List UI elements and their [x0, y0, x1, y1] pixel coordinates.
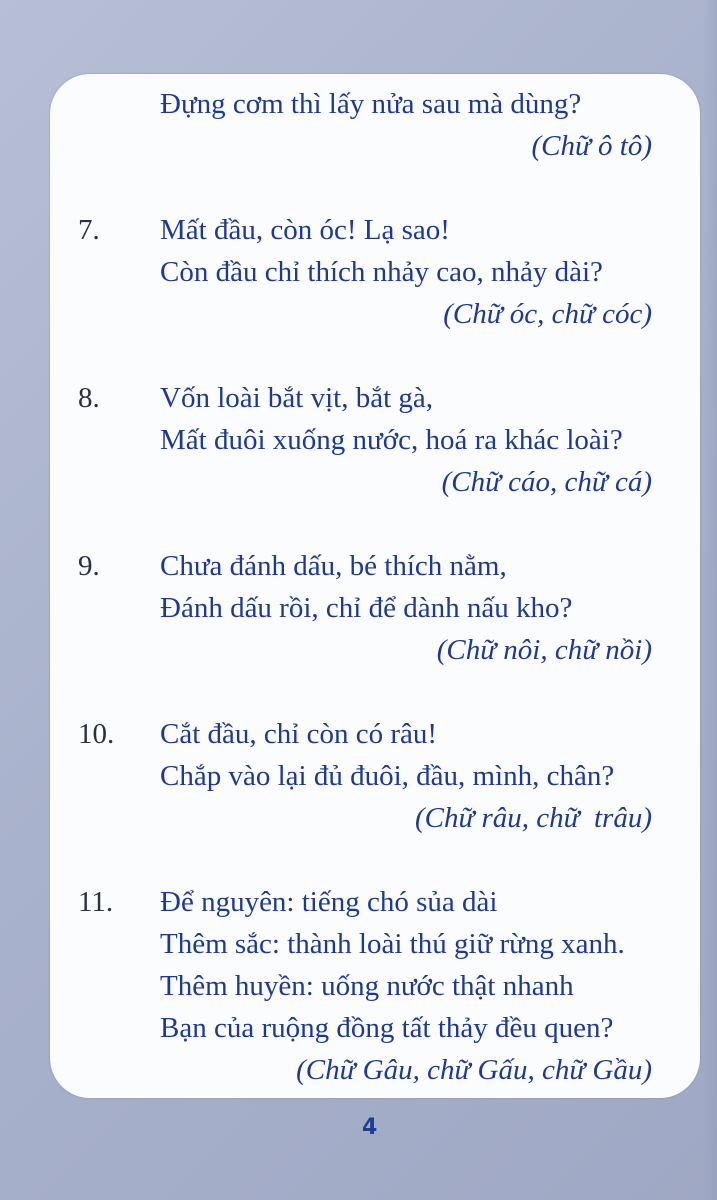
- intro-answer: (Chữ ô tô): [531, 130, 652, 162]
- riddle-line: Còn đầu chỉ thích nhảy cao, nhảy dài?: [160, 256, 603, 288]
- riddle-answer: (Chữ nôi, chữ nồi): [436, 634, 652, 666]
- riddle-line: Thêm sắc: thành loài thú giữ rừng xanh.: [160, 928, 625, 960]
- riddle-line: Vốn loài bắt vịt, bắt gà,: [160, 382, 434, 414]
- riddle-number: 10.: [78, 718, 115, 750]
- page-fold-shadow: [703, 0, 717, 1200]
- riddle-number: 9.: [78, 550, 100, 582]
- riddle-line: Chắp vào lại đủ đuôi, đầu, mình, chân?: [160, 760, 615, 792]
- riddle-line: Mất đuôi xuống nước, hoá ra khác loài?: [160, 424, 623, 456]
- riddle-answer: (Chữ râu, chữ trâu): [414, 802, 652, 834]
- riddle-line: Đánh dấu rồi, chỉ để dành nấu kho?: [160, 592, 573, 624]
- riddle-line: Bạn của ruộng đồng tất thảy đều quen?: [160, 1012, 614, 1044]
- riddle-line: Thêm huyền: uống nước thật nhanh: [160, 970, 574, 1002]
- intro-line: Đựng cơm thì lấy nửa sau mà dùng?: [160, 88, 582, 120]
- riddle-line: Chưa đánh dấu, bé thích nằm,: [160, 550, 507, 582]
- riddle-answer: (Chữ Gâu, chữ Gấu, chữ Gầu): [296, 1054, 652, 1086]
- riddle-number: 7.: [78, 214, 100, 246]
- content-panel: [50, 74, 700, 1098]
- riddle-answer: (Chữ cáo, chữ cá): [441, 466, 652, 498]
- riddle-line: Để nguyên: tiếng chó sủa dài: [160, 886, 498, 918]
- riddle-line: Mất đầu, còn óc! Lạ sao!: [160, 214, 450, 246]
- riddle-number: 8.: [78, 382, 100, 414]
- riddle-number: 11.: [78, 886, 114, 918]
- riddle-answer: (Chữ óc, chữ cóc): [443, 298, 652, 330]
- page-number: 4: [362, 1115, 378, 1140]
- riddle-line: Cắt đầu, chỉ còn có râu!: [160, 718, 438, 750]
